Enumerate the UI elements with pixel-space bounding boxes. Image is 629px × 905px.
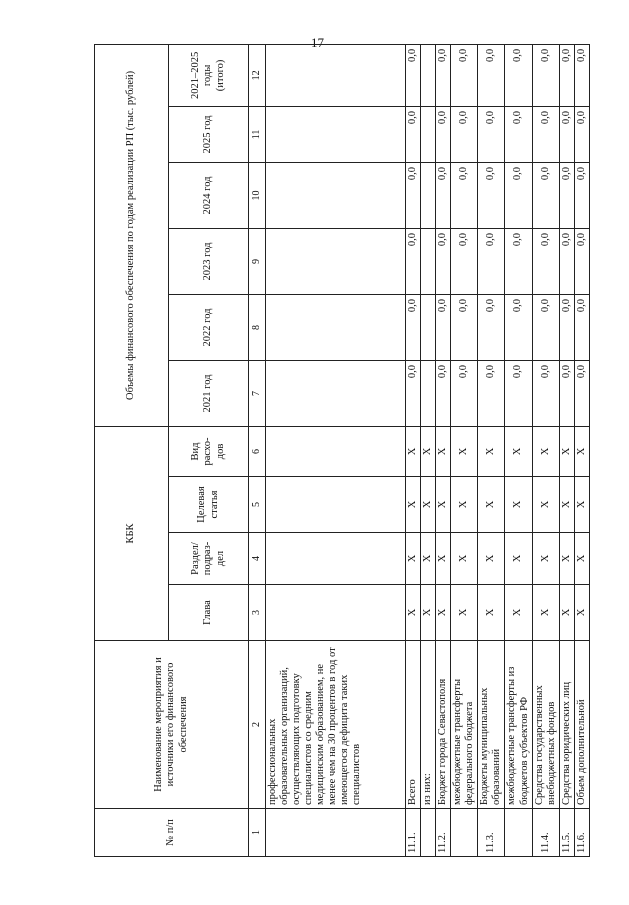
kbk-cell: Х (406, 585, 421, 641)
kbk-cell: Х (436, 533, 451, 585)
value-cell: 0,0 (574, 162, 589, 228)
kbk-cell: Х (406, 533, 421, 585)
table-row (421, 44, 436, 856)
col-number: 4 (249, 533, 266, 585)
header-year: 2024 год (169, 162, 249, 228)
value-cell: 0,0 (406, 106, 421, 162)
header-kbk-col: Вид расхо- дов (169, 426, 249, 476)
value-cell: 0,0 (478, 162, 505, 228)
table-row (574, 44, 589, 856)
value-cell: 0,0 (436, 106, 451, 162)
col-number: 2 (249, 641, 266, 809)
kbk-cell: Х (478, 533, 505, 585)
col-number: 3 (249, 585, 266, 641)
col-number: 8 (249, 294, 266, 360)
kbk-cell: Х (505, 585, 532, 641)
kbk-cell: Х (532, 585, 559, 641)
value-cell (421, 162, 436, 228)
kbk-cell: Х (451, 533, 478, 585)
kbk-cell: Х (478, 585, 505, 641)
value-cell: 0,0 (532, 228, 559, 294)
value-cell: 0,0 (532, 106, 559, 162)
row-num (505, 809, 532, 857)
kbk-cell: Х (451, 585, 478, 641)
row-name: Средства юридических лиц (559, 641, 574, 809)
value-cell: 0,0 (436, 162, 451, 228)
value-cell (421, 106, 436, 162)
value-cell: 0,0 (406, 44, 421, 106)
row-num: 11.3. (478, 809, 505, 857)
col-number: 5 (249, 477, 266, 533)
kbk-cell: Х (436, 585, 451, 641)
value-cell: 0,0 (451, 162, 478, 228)
value-cell: 0,0 (505, 106, 532, 162)
row-name: Бюджеты муниципальных образований (478, 641, 505, 809)
row-name: межбюджетные трансферты федерального бюджета (451, 641, 478, 809)
value-cell: 0,0 (559, 44, 574, 106)
value-cell (421, 360, 436, 426)
value-cell: 0,0 (505, 228, 532, 294)
table-row (451, 44, 478, 856)
kbk-cell: Х (574, 585, 589, 641)
kbk-cell: Х (574, 426, 589, 476)
col-number: 10 (249, 162, 266, 228)
value-cell: 0,0 (559, 294, 574, 360)
kbk-cell: Х (505, 477, 532, 533)
header-kbk-col: Глава (169, 585, 249, 641)
value-cell (421, 228, 436, 294)
value-cell: 0,0 (559, 228, 574, 294)
page-number: 17 (311, 35, 324, 50)
kbk-cell: Х (574, 477, 589, 533)
col-number: 12 (249, 44, 266, 106)
header-kbk-col: Раздел/ подраз- дел (169, 533, 249, 585)
kbk-cell: Х (421, 426, 436, 476)
kbk-cell: Х (421, 477, 436, 533)
value-cell: 0,0 (505, 294, 532, 360)
value-cell: 0,0 (574, 44, 589, 106)
value-cell: 0,0 (478, 228, 505, 294)
header-kbk-col: Целевая статья (169, 477, 249, 533)
row-name: Средства государственных внебюджетных фондов (532, 641, 559, 809)
value-cell: 0,0 (532, 294, 559, 360)
header-name: Наименование мероприятия и источники его финансового обеспечения (95, 641, 249, 809)
value-cell: 0,0 (451, 294, 478, 360)
value-cell: 0,0 (559, 106, 574, 162)
row-num: 11.1. (406, 809, 421, 857)
funding-table (94, 44, 590, 857)
kbk-cell: Х (532, 477, 559, 533)
header-num: № п/п (95, 809, 249, 857)
kbk-cell: Х (451, 477, 478, 533)
value-cell: 0,0 (505, 162, 532, 228)
value-cell: 0,0 (436, 360, 451, 426)
value-cell: 0,0 (451, 106, 478, 162)
kbk-cell: Х (436, 426, 451, 476)
kbk-cell: Х (532, 426, 559, 476)
kbk-cell: Х (559, 585, 574, 641)
value-cell: 0,0 (505, 44, 532, 106)
value-cell: 0,0 (559, 360, 574, 426)
table-row (559, 44, 574, 856)
value-cell (421, 44, 436, 106)
header-year: 2022 год (169, 294, 249, 360)
value-cell: 0,0 (574, 228, 589, 294)
value-cell: 0,0 (532, 360, 559, 426)
value-cell: 0,0 (451, 44, 478, 106)
value-cell: 0,0 (574, 294, 589, 360)
table-row (505, 44, 532, 856)
header-year: 2021–2025 годы (итого) (169, 44, 249, 106)
value-cell: 0,0 (532, 44, 559, 106)
header-year: 2025 год (169, 106, 249, 162)
value-cell: 0,0 (436, 44, 451, 106)
kbk-cell: Х (559, 477, 574, 533)
description-row (266, 44, 406, 856)
value-cell: 0,0 (574, 360, 589, 426)
table-row (406, 44, 421, 856)
value-cell: 0,0 (478, 360, 505, 426)
header-funding: Объемы финансового обеспечения по годам реализации РП (тыс. рублей) (95, 44, 169, 426)
row-name: межбюджетные трансферты из бюджетов субъектов РФ (505, 641, 532, 809)
description-text: профессиональных образовательных организаций, осуществляющих подготовку специалистов со средним медицинским образованием, не менее чем на 30 процентов в год от имеющегося дефицита таких специалистов (266, 641, 406, 809)
value-cell: 0,0 (478, 294, 505, 360)
header-kbk: КБК (95, 426, 169, 640)
kbk-cell: Х (421, 585, 436, 641)
kbk-cell: Х (505, 533, 532, 585)
kbk-cell: Х (478, 426, 505, 476)
row-name: Объем дополнительной (574, 641, 589, 809)
row-num (421, 809, 436, 857)
row-num: 11.2. (436, 809, 451, 857)
row-name: Бюджет города Севастополя (436, 641, 451, 809)
kbk-cell: Х (421, 533, 436, 585)
value-cell: 0,0 (478, 44, 505, 106)
row-num: 11.6. (574, 809, 589, 857)
kbk-cell: Х (505, 426, 532, 476)
value-cell: 0,0 (532, 162, 559, 228)
value-cell: 0,0 (451, 228, 478, 294)
kbk-cell: Х (436, 477, 451, 533)
header-year: 2021 год (169, 360, 249, 426)
kbk-cell: Х (451, 426, 478, 476)
value-cell: 0,0 (451, 360, 478, 426)
kbk-cell: Х (478, 477, 505, 533)
table-row (436, 44, 451, 856)
kbk-cell: Х (532, 533, 559, 585)
col-number: 1 (249, 809, 266, 857)
row-num: 11.4. (532, 809, 559, 857)
col-number: 6 (249, 426, 266, 476)
table-row (532, 44, 559, 856)
col-number: 11 (249, 106, 266, 162)
value-cell (421, 294, 436, 360)
kbk-cell: Х (406, 426, 421, 476)
table-row (478, 44, 505, 856)
column-number-row (249, 44, 266, 856)
value-cell: 0,0 (505, 360, 532, 426)
col-number: 9 (249, 228, 266, 294)
row-name: Всего (406, 641, 421, 809)
value-cell: 0,0 (406, 162, 421, 228)
header-year: 2023 год (169, 228, 249, 294)
kbk-cell: Х (406, 477, 421, 533)
value-cell: 0,0 (478, 106, 505, 162)
value-cell: 0,0 (406, 228, 421, 294)
value-cell: 0,0 (406, 360, 421, 426)
description-num (266, 809, 406, 857)
value-cell: 0,0 (559, 162, 574, 228)
row-num: 11.5. (559, 809, 574, 857)
row-num (451, 809, 478, 857)
value-cell: 0,0 (436, 228, 451, 294)
kbk-cell: Х (559, 533, 574, 585)
value-cell: 0,0 (574, 106, 589, 162)
row-name: из них: (421, 641, 436, 809)
value-cell: 0,0 (436, 294, 451, 360)
kbk-cell: Х (574, 533, 589, 585)
col-number: 7 (249, 360, 266, 426)
value-cell: 0,0 (406, 294, 421, 360)
rotated-table-container (94, 45, 587, 857)
kbk-cell: Х (559, 426, 574, 476)
